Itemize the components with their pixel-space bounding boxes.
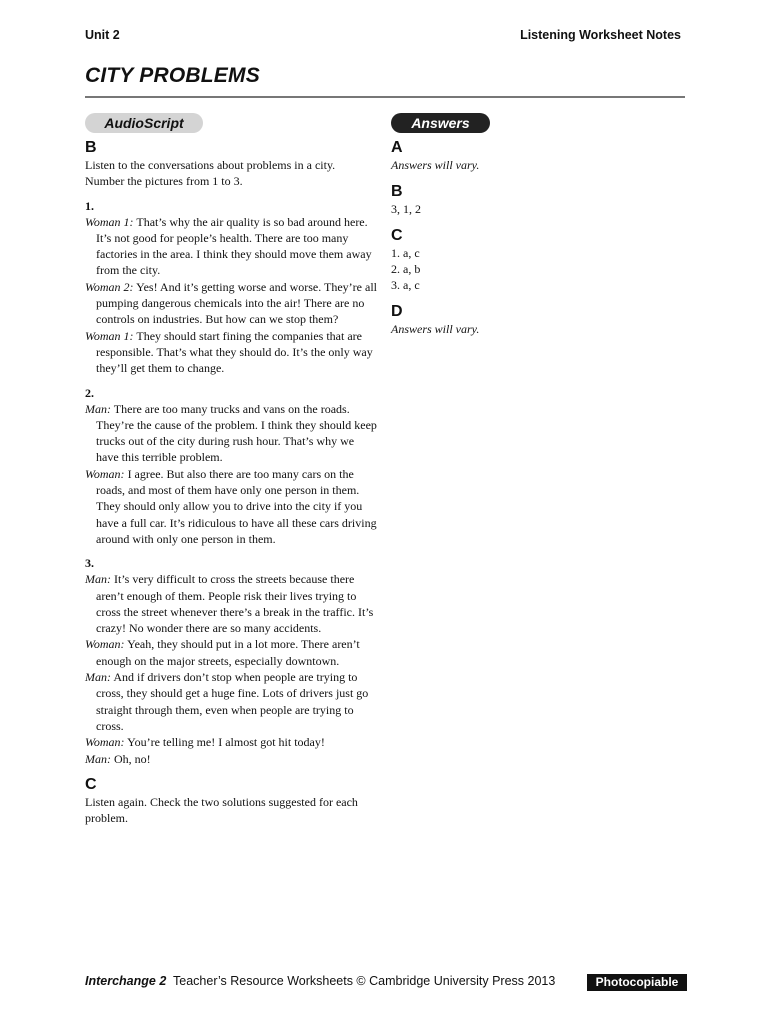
section-c-letter: C	[85, 775, 97, 793]
title-divider	[85, 96, 685, 98]
dialogue-turn	[85, 401, 377, 466]
footer-credit	[85, 974, 555, 988]
dialogue-turn	[85, 734, 377, 750]
dialogue-text: That’s why the air quality is so bad around here. It’s not good for people’s health. There are too many factories in the area. I think they should move them away from the city.	[96, 214, 372, 278]
section-b-instruction: Listen to the conversations about problems in a city. Number the pictures from 1 to 3.	[85, 158, 336, 189]
answer-d-letter: D	[391, 303, 403, 320]
answer-c-line: 2. a, b	[391, 262, 421, 276]
dialogue-text: Yes! And it’s getting worse and worse. They’re all pumping dangerous chemicals into the air! There are no controls on industries. But how can we stop them?	[96, 279, 377, 327]
answer-c-line: 3. a, c	[391, 278, 420, 292]
speaker-label: Man:	[85, 401, 111, 416]
conversation-number: 1.	[85, 198, 94, 213]
dialogue-turn	[85, 214, 377, 279]
dialogue-turn	[85, 466, 377, 547]
dialogue-turn	[85, 751, 377, 767]
speaker-label: Woman:	[85, 735, 125, 750]
footer-brand: Interchange 2	[85, 974, 167, 988]
answer-a-text: Answers will vary.	[391, 158, 480, 172]
speaker-label: Woman:	[85, 466, 125, 481]
answer-c-letter: C	[391, 227, 403, 244]
audioscript-heading: AudioScript	[85, 113, 203, 133]
section-c-instruction: Listen again. Check the two solutions suggested for each problem.	[85, 794, 358, 826]
photocopiable-badge: Photocopiable	[587, 974, 687, 991]
dialogue-text: Oh, no!	[114, 751, 151, 766]
speaker-label: Woman 1:	[85, 214, 134, 229]
answer-a-letter: A	[391, 139, 403, 156]
conversation-number: 2.	[85, 385, 94, 400]
conversation-1	[85, 198, 377, 377]
speaker-label: Man:	[85, 670, 111, 685]
speaker-label: Man:	[85, 751, 111, 766]
answers-column	[391, 113, 671, 337]
speaker-label: Man:	[85, 572, 111, 587]
dialogue-text: And if drivers don’t stop when people are trying to cross, they should get a huge fine. Lots of drivers just go straight through them, even when people are trying to cross.	[96, 670, 369, 733]
dialogue-turn	[85, 669, 377, 734]
dialogue-text: I agree. But also there are too many cars on the roads, and most of them have only one person in them. They should only allow you to drive into the city if you have a full car. It’s ridiculous to have all these cars driving around with only one person in them.	[96, 466, 377, 546]
dialogue-turn	[85, 328, 377, 377]
audioscript-column	[85, 113, 377, 826]
dialogue-text: You’re telling me! I almost got hit today!	[127, 735, 325, 750]
speaker-label: Woman 2:	[85, 279, 134, 294]
speaker-label: Woman:	[85, 637, 125, 652]
answer-b-text: 3, 1, 2	[391, 202, 421, 216]
answer-c-line: 1. a, c	[391, 246, 420, 260]
speaker-label: Woman 1:	[85, 328, 134, 343]
dialogue-turn	[85, 636, 377, 669]
dialogue-turn	[85, 279, 377, 328]
section-label: Listening Worksheet Notes	[520, 28, 681, 42]
dialogue-text: Yeah, they should put in a lot more. There aren’t enough on the major streets, especially downtown.	[96, 637, 360, 668]
conversation-2	[85, 385, 377, 548]
conversation-number: 3.	[85, 556, 94, 571]
footer-copyright: Teacher’s Resource Worksheets © Cambridge University Press 2013	[173, 974, 556, 988]
dialogue-text: There are too many trucks and vans on the roads. They’re the cause of the problem. I think they should keep trucks out of the city during rush hour. That’s why we have this terrible problem.	[96, 401, 377, 465]
conversation-3	[85, 555, 377, 767]
answer-d-text: Answers will vary.	[391, 322, 480, 336]
page-title: CITY PROBLEMS	[85, 64, 260, 87]
unit-label: Unit 2	[85, 28, 120, 42]
answer-b-letter: B	[391, 183, 403, 200]
dialogue-turn	[85, 571, 377, 636]
section-b-letter: B	[85, 139, 97, 156]
dialogue-text: It’s very difficult to cross the streets because there aren’t enough of them. People risk their lives trying to cross the street whenever there’s a break in the traffic. It’s crazy! No wonder there are so many accidents.	[96, 572, 374, 636]
answers-heading: Answers	[391, 113, 490, 133]
dialogue-text: They should start fining the companies that are responsible. That’s what they should do. It’s the only way they’ll get them to change.	[96, 328, 373, 376]
